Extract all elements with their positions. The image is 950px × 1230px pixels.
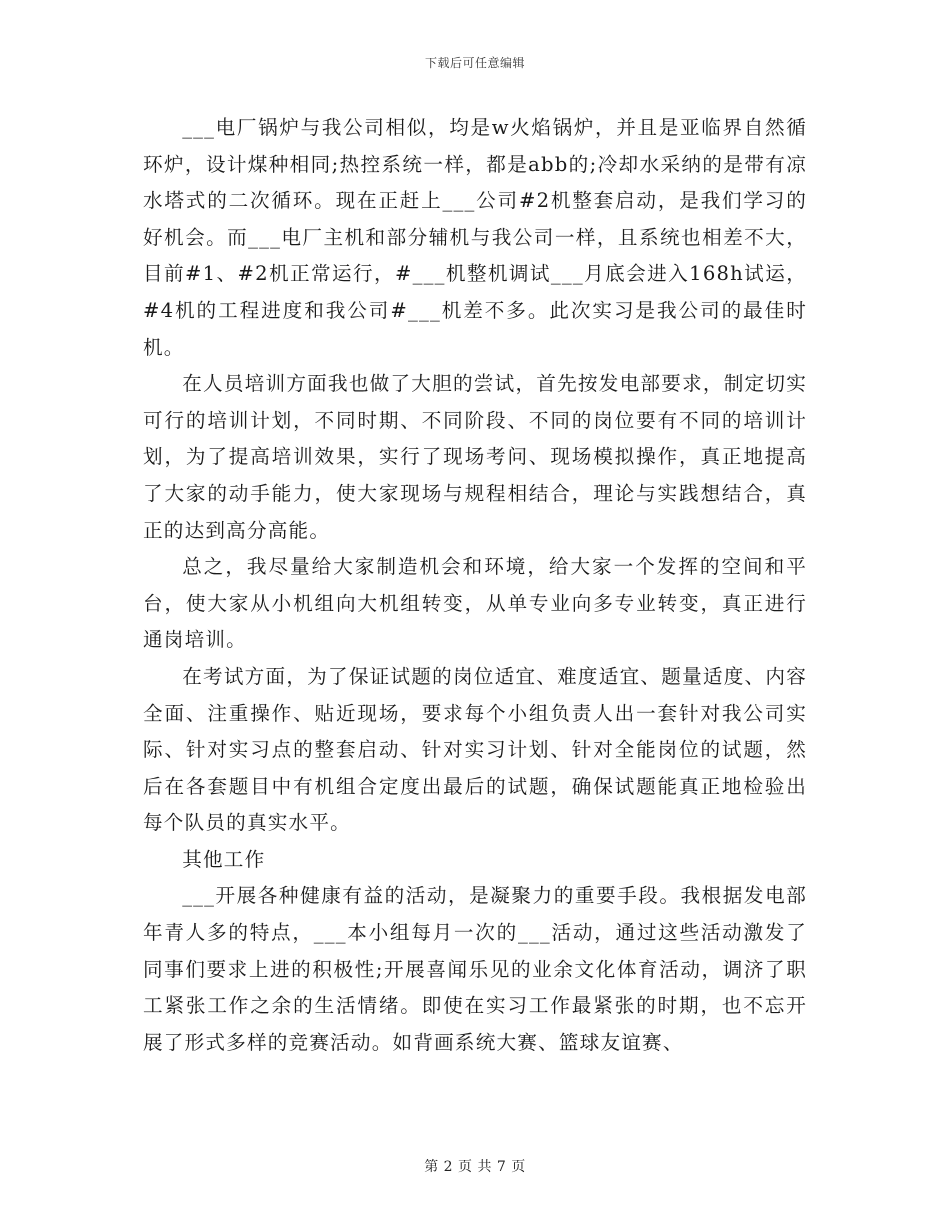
paragraph-examination: 在考试方面，为了保证试题的岗位适宜、难度适宜、题量适度、内容全面、注重操作、贴近现场，要求每个小组负责人出一套针对我公司实际、针对实习点的整套启动、针对实习计划、针对全能岗位的试题，然后在各套题目中有机组合定度出最后的试题，确保试题能真正地检验出每个队员的真实水平。	[143, 664, 807, 835]
paragraph-power-plant-comparison: ___电厂锅炉与我公司相似，均是w火焰锅炉，并且是亚临界自然循环炉，设计煤种相同;热控系统一样，都是abb的;冷却水采纳的是带有凉水塔式的二次循环。现在正赶上___公司#2机整套启动，是我们学习的好机会。而___电厂主机和部分辅机与我公司一样，且系统也相差不大，目前#1、#2机正常运行，#___机整机调试___月底会进入168h试运，#4机的工程进度和我公司#___机差不多。此次实习是我公司的最佳时机。	[143, 116, 807, 359]
section-heading-other-work: 其他工作	[182, 847, 266, 871]
paragraph-activities: ___开展各种健康有益的活动，是凝聚力的重要手段。我根据发电部年青人多的特点，___本小组每月一次的___活动，通过这些活动激发了同事们要求上进的积极性;开展喜闻乐见的业余文化体育活动，调济了职工紧张工作之余的生活情绪。即使在实习工作最紧张的时期，也不忘开展了形式多样的竞赛活动。如背画系统大赛、篮球友谊赛、	[143, 884, 807, 1054]
paragraph-summary: 总之，我尽量给大家制造机会和环境，给大家一个发挥的空间和平台，使大家从小机组向大机组转变，从单专业向多专业转变，真正进行通岗培训。	[143, 555, 807, 652]
paragraph-staff-training: 在人员培训方面我也做了大胆的尝试，首先按发电部要求，制定切实可行的培训计划，不同时期、不同阶段、不同的岗位要有不同的培训计划，为了提高培训效果，实行了现场考问、现场模拟操作，真正地提高了大家的动手能力，使大家现场与规程相结合，理论与实践想结合，真正的达到高分高能。	[143, 372, 807, 542]
document-body	[143, 110, 807, 1061]
page-header: 下载后可任意编辑	[424, 56, 525, 70]
page-footer: 第 2 页 共 7 页	[424, 1159, 526, 1175]
